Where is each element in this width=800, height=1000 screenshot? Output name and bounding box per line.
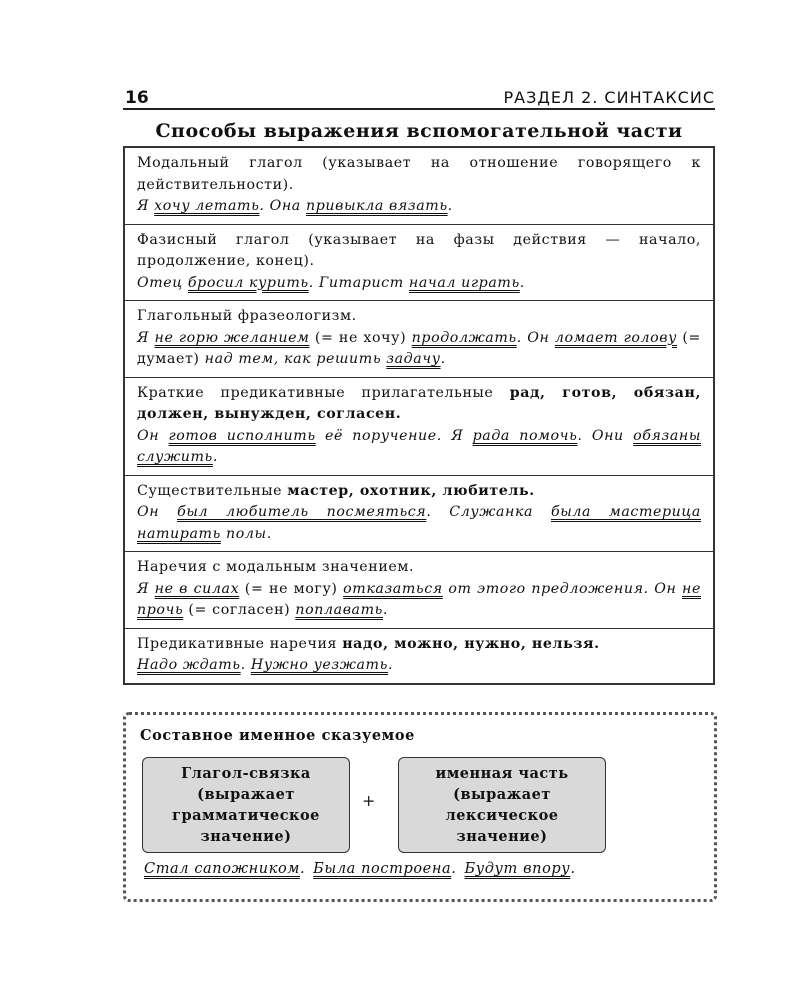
row-description: Существительные мастер, охотник, любитель. [137,482,535,499]
page-number: 16 [125,88,149,108]
nominal-part-card [398,757,606,853]
row-example: Он был любитель посмеяться. Служанка была мастерица натирать полы. [137,504,701,542]
box-example: Была построена [313,861,452,877]
row-example: Отец бросил курить. Гитарист начал играть. [137,274,525,291]
row-description: Фазисный глагол (указывает на фазы действия — начало, продолжение, конец). [137,231,701,269]
row-description: Краткие предикативные прилагательные рад, готов, обязан, должен, вынужден, согласен. [137,384,701,422]
compound-predicate-box [123,712,717,902]
table-row [125,628,713,683]
row-example: Я не в силах (= не могу) отказаться от этого предложения. Он не прочь (= согласен) поплавать. [137,580,701,618]
row-example: Я не горю желанием (= не хочу) продолжать. Он ломает голову (= думает) над тем, как решить задачу. [137,329,702,367]
section-title: РАЗДЕЛ 2. СИНТАКСИС [503,88,715,107]
box-examples: Стал сапожником. Была построена. Будут впору. [144,861,576,877]
table-row [125,148,713,224]
table-row [125,224,713,301]
row-description: Глагольный фразеологизм. [137,308,357,324]
page-header [123,80,715,110]
box-example: Стал сапожником [144,861,300,877]
methods-table [123,146,715,685]
row-description: Предикативные наречия надо, можно, нужно, нельзя. [137,635,600,652]
linking-verb-card [142,757,350,853]
row-example: Я хочу летать. Она привыкла вязать. [137,198,453,214]
table-row [125,300,713,377]
linking-verb-text: Глагол-связка (выражает грамматическое значение) [172,765,320,845]
table-row [125,475,713,552]
page [123,80,715,685]
table-row [125,551,713,628]
box-title: Составное именное сказуемое [140,727,415,744]
row-description: Модальный глагол (указывает на отношение говорящего к действительности). [137,155,701,193]
nominal-part-text: именная часть (выражает лексическое значение) [435,765,569,845]
row-example: Надо ждать. Нужно уезжать. [137,657,394,673]
table-title: Способы выражения вспомогательной части [155,120,683,142]
row-description: Наречия с модальным значением. [137,559,415,575]
plus-sign: + [362,791,376,810]
box-example: Будут впору [464,861,571,877]
row-example: Он готов исполнить её поручение. Я рада помочь. Они обязаны служить. [137,427,701,465]
table-row [125,377,713,475]
